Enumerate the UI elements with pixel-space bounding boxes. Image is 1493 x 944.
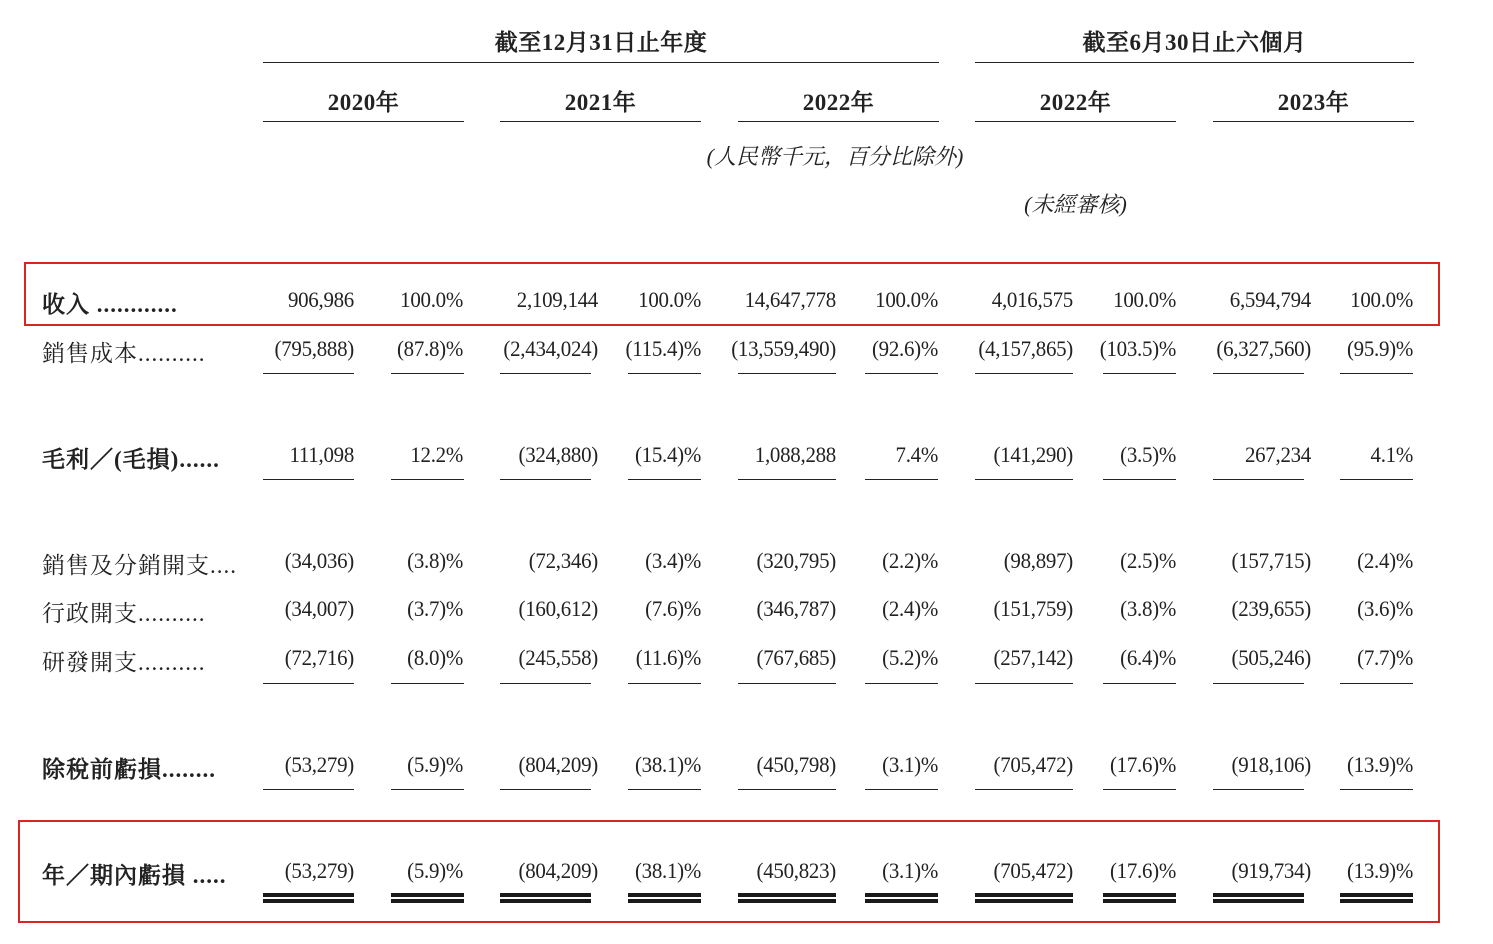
year-rule [263, 121, 464, 122]
cell-rd-expenses-8: (505,246) [1231, 645, 1311, 670]
cell-gross-profit-1: 12.2% [410, 442, 463, 467]
subtotal-underline [500, 683, 591, 684]
subtotal-underline [500, 479, 591, 480]
cell-gross-profit-3: (15.4)% [634, 442, 701, 467]
subtotal-underline [865, 683, 938, 684]
cell-selling-expenses-1: (3.8)% [407, 548, 463, 573]
cell-net-loss-9: (13.9)% [1346, 858, 1413, 883]
subtotal-underline [1340, 683, 1413, 684]
subtotal-underline [628, 373, 701, 374]
row-label-rd-expenses: 研發開支.......... [42, 650, 206, 675]
cell-loss-before-tax-1: (5.9)% [407, 752, 463, 777]
cell-admin-expenses-9: (3.6)% [1357, 596, 1413, 621]
cell-revenue-1: 100.0% [400, 287, 463, 312]
subtotal-underline [738, 789, 836, 790]
cell-cost-of-sales-1: (87.8)% [396, 336, 463, 361]
subtotal-underline [1103, 373, 1176, 374]
cell-admin-expenses-5: (2.4)% [882, 596, 938, 621]
cell-loss-before-tax-5: (3.1)% [882, 752, 938, 777]
subtotal-underline [628, 683, 701, 684]
cell-revenue-3: 100.0% [638, 287, 701, 312]
cell-gross-profit-4: 1,088,288 [754, 442, 836, 467]
cell-net-loss-3: (38.1)% [634, 858, 701, 883]
subtotal-underline [391, 683, 464, 684]
cell-net-loss-0: (53,279) [284, 858, 354, 883]
group-rule-half-year [975, 62, 1414, 63]
year-rule [738, 121, 939, 122]
cell-rd-expenses-9: (7.7)% [1357, 645, 1413, 670]
cell-rd-expenses-1: (8.0)% [407, 645, 463, 670]
cell-revenue-8: 6,594,794 [1229, 287, 1311, 312]
subtotal-underline [1213, 479, 1304, 480]
year-header-2023-half: 2023年 [1277, 90, 1350, 115]
row-label-revenue: 收入 ............ [42, 292, 178, 317]
cell-net-loss-6: (705,472) [993, 858, 1073, 883]
cell-cost-of-sales-3: (115.4)% [625, 336, 701, 361]
cell-admin-expenses-4: (346,787) [756, 596, 836, 621]
group-rule-year [263, 62, 939, 63]
cell-gross-profit-9: 4.1% [1370, 442, 1413, 467]
subtotal-underline [391, 789, 464, 790]
cell-gross-profit-8: 267,234 [1244, 442, 1311, 467]
subtotal-underline [865, 789, 938, 790]
cell-revenue-0: 906,986 [287, 287, 354, 312]
subtotal-underline [975, 479, 1073, 480]
subtotal-underline [1103, 479, 1176, 480]
cell-revenue-2: 2,109,144 [516, 287, 598, 312]
cell-admin-expenses-8: (239,655) [1231, 596, 1311, 621]
unit-note: (人民幣千元，百分比除外) [706, 144, 964, 169]
subtotal-underline [1213, 373, 1304, 374]
row-label-admin-expenses: 行政開支.......... [42, 601, 206, 626]
cell-net-loss-2: (804,209) [518, 858, 598, 883]
year-header-2020: 2020年 [327, 90, 400, 115]
subtotal-underline [738, 373, 836, 374]
subtotal-underline [263, 479, 354, 480]
cell-selling-expenses-6: (98,897) [1003, 548, 1073, 573]
subtotal-underline [865, 479, 938, 480]
cell-rd-expenses-7: (6.4)% [1120, 645, 1176, 670]
subtotal-underline [975, 683, 1073, 684]
cell-admin-expenses-7: (3.8)% [1120, 596, 1176, 621]
subtotal-underline [263, 789, 354, 790]
cell-loss-before-tax-2: (804,209) [518, 752, 598, 777]
subtotal-underline [1213, 683, 1304, 684]
cell-net-loss-4: (450,823) [756, 858, 836, 883]
cell-admin-expenses-6: (151,759) [993, 596, 1073, 621]
cell-selling-expenses-5: (2.2)% [882, 548, 938, 573]
row-label-loss-before-tax: 除稅前虧損........ [42, 757, 216, 782]
year-rule [1213, 121, 1414, 122]
cell-net-loss-8: (919,734) [1231, 858, 1311, 883]
cell-rd-expenses-4: (767,685) [756, 645, 836, 670]
cell-rd-expenses-3: (11.6)% [635, 645, 701, 670]
subtotal-underline [1103, 789, 1176, 790]
cell-gross-profit-0: 111,098 [289, 442, 354, 467]
cell-loss-before-tax-0: (53,279) [284, 752, 354, 777]
cell-gross-profit-5: 7.4% [895, 442, 938, 467]
cell-rd-expenses-2: (245,558) [518, 645, 598, 670]
subtotal-underline [738, 683, 836, 684]
cell-rd-expenses-0: (72,716) [284, 645, 354, 670]
year-rule [500, 121, 701, 122]
year-header-2021: 2021年 [564, 90, 637, 115]
cell-cost-of-sales-5: (92.6)% [871, 336, 938, 361]
cell-rd-expenses-6: (257,142) [993, 645, 1073, 670]
cell-cost-of-sales-7: (103.5)% [1099, 336, 1176, 361]
subtotal-underline [628, 479, 701, 480]
cell-cost-of-sales-6: (4,157,865) [978, 336, 1073, 361]
year-header-2022-half: 2022年 [1039, 90, 1112, 115]
cell-admin-expenses-3: (7.6)% [645, 596, 701, 621]
cell-rd-expenses-5: (5.2)% [882, 645, 938, 670]
cell-net-loss-1: (5.9)% [407, 858, 463, 883]
year-header-2022: 2022年 [802, 90, 875, 115]
cell-selling-expenses-8: (157,715) [1231, 548, 1311, 573]
cell-gross-profit-2: (324,880) [518, 442, 598, 467]
year-rule [975, 121, 1176, 122]
cell-cost-of-sales-2: (2,434,024) [503, 336, 598, 361]
revenue-highlight-box [24, 262, 1440, 326]
cell-gross-profit-7: (3.5)% [1120, 442, 1176, 467]
subtotal-underline [738, 479, 836, 480]
cell-cost-of-sales-9: (95.9)% [1346, 336, 1413, 361]
cell-selling-expenses-4: (320,795) [756, 548, 836, 573]
row-label-net-loss: 年／期內虧損 ..... [42, 863, 227, 888]
subtotal-underline [391, 373, 464, 374]
cell-selling-expenses-0: (34,036) [284, 548, 354, 573]
cell-cost-of-sales-8: (6,327,560) [1216, 336, 1311, 361]
cell-loss-before-tax-8: (918,106) [1231, 752, 1311, 777]
cell-revenue-9: 100.0% [1350, 287, 1413, 312]
period-group-header-year: 截至12月31日止年度 [494, 30, 708, 55]
cell-gross-profit-6: (141,290) [993, 442, 1073, 467]
subtotal-underline [500, 789, 591, 790]
cell-net-loss-5: (3.1)% [882, 858, 938, 883]
cell-revenue-4: 14,647,778 [744, 287, 836, 312]
subtotal-underline [975, 373, 1073, 374]
subtotal-underline [263, 373, 354, 374]
cell-cost-of-sales-4: (13,559,490) [731, 336, 836, 361]
subtotal-underline [1340, 479, 1413, 480]
cell-net-loss-7: (17.6)% [1109, 858, 1176, 883]
cell-selling-expenses-3: (3.4)% [645, 548, 701, 573]
unaudited-note: (未經審核) [1024, 192, 1127, 217]
cell-loss-before-tax-9: (13.9)% [1346, 752, 1413, 777]
cell-admin-expenses-0: (34,007) [284, 596, 354, 621]
subtotal-underline [1213, 789, 1304, 790]
subtotal-underline [1340, 789, 1413, 790]
cell-cost-of-sales-0: (795,888) [274, 336, 354, 361]
cell-loss-before-tax-3: (38.1)% [634, 752, 701, 777]
row-label-gross-profit: 毛利／(毛損)...... [42, 447, 220, 472]
subtotal-underline [865, 373, 938, 374]
subtotal-underline [263, 683, 354, 684]
cell-selling-expenses-7: (2.5)% [1120, 548, 1176, 573]
cell-admin-expenses-2: (160,612) [518, 596, 598, 621]
cell-admin-expenses-1: (3.7)% [407, 596, 463, 621]
cell-selling-expenses-2: (72,346) [528, 548, 598, 573]
subtotal-underline [391, 479, 464, 480]
cell-loss-before-tax-4: (450,798) [756, 752, 836, 777]
subtotal-underline [628, 789, 701, 790]
subtotal-underline [975, 789, 1073, 790]
cell-revenue-7: 100.0% [1113, 287, 1176, 312]
net-loss-highlight-box [18, 820, 1440, 923]
row-label-selling-expenses: 銷售及分銷開支.... [42, 553, 237, 578]
cell-revenue-6: 4,016,575 [991, 287, 1073, 312]
subtotal-underline [1340, 373, 1413, 374]
cell-revenue-5: 100.0% [875, 287, 938, 312]
period-group-header-half-year: 截至6月30日止六個月 [1082, 30, 1307, 55]
subtotal-underline [1103, 683, 1176, 684]
subtotal-underline [500, 373, 591, 374]
cell-loss-before-tax-7: (17.6)% [1109, 752, 1176, 777]
row-label-cost-of-sales: 銷售成本.......... [42, 341, 206, 366]
cell-loss-before-tax-6: (705,472) [993, 752, 1073, 777]
cell-selling-expenses-9: (2.4)% [1357, 548, 1413, 573]
